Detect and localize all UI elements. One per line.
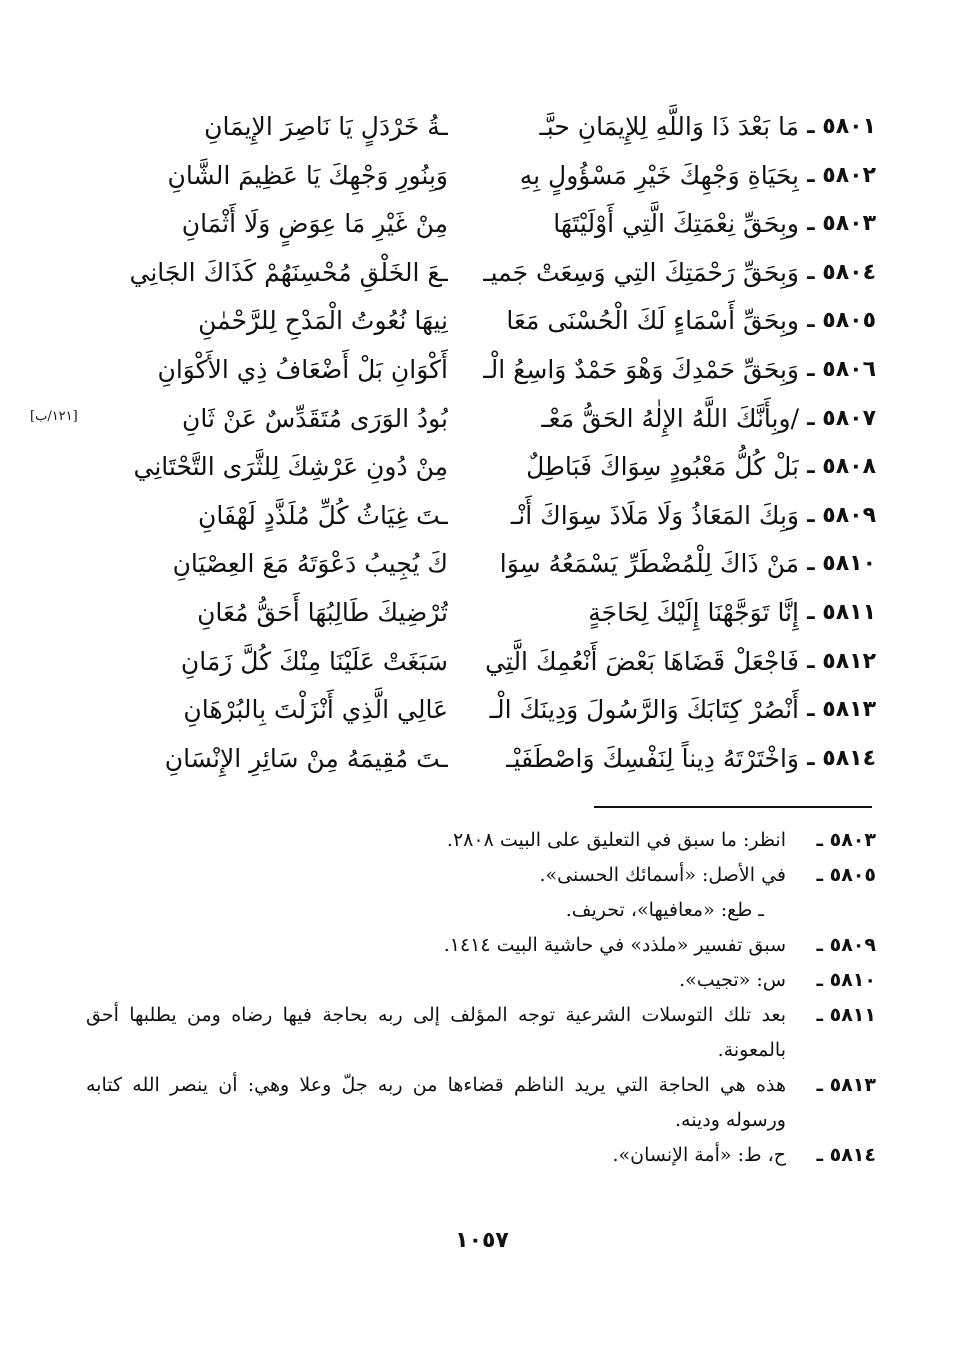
verse-second-hemistich: ـتَ غِيَاثُ كُلِّ مُلَذَّدٍ لَهْفَانِ	[198, 500, 448, 530]
verse-number: ٥٨٠٣ ـ	[807, 211, 876, 237]
verse-second-hemistich: سَبَغَتْ عَلَيْنَا مِنْكَ كُلَّ زَمَانِ	[180, 646, 448, 676]
footnote	[86, 893, 876, 928]
footnote-text: س: «تجيب».	[679, 969, 786, 991]
footnote-text: في الأصل: «أسمائك الحسنى».	[539, 864, 786, 886]
verse-number: ٥٨٠٨ ـ	[807, 454, 876, 480]
verse-row	[0, 152, 964, 201]
footnote	[86, 963, 876, 998]
verse-number: ٥٨١٠ ـ	[807, 551, 876, 577]
verse-first-hemistich: بَلْ كُلُّ مَعْبُودٍ سِوَاكَ فَبَاطِلٌ	[526, 452, 799, 482]
verse-first-hemistich: وَاخْتَرْتَهُ دِيناً لِنَفْسِكَ وَاصْطَفَيْـ	[506, 743, 799, 773]
verse-row	[0, 492, 964, 541]
page-number: ١٠٥٧	[455, 1228, 509, 1253]
verse-number: ٥٨٠٢ ـ	[807, 162, 876, 188]
verse-number: ٥٨٠٩ ـ	[807, 502, 876, 528]
footnote-separator	[594, 806, 872, 808]
footnote-text: ح، ط: «أمة الإنسان».	[612, 1144, 786, 1166]
verse-number: ٥٨٠٤ ـ	[807, 259, 876, 285]
verse-second-hemistich: عَالِي الَّذِي أَنْزَلْتَ بِالبُرْهَانِ	[183, 695, 448, 725]
footnote-text: سبق تفسير «ملذد» في حاشية البيت ١٤١٤.	[443, 934, 786, 956]
verse-number: ٥٨١٣ ـ	[807, 697, 876, 723]
footnote	[86, 823, 876, 858]
footnote-list	[86, 823, 876, 1173]
verse-number: ٥٨٠٧ ـ	[807, 405, 876, 431]
verse-first-hemistich: /وبِأَنَّكَ اللَّهُ الإِلٰهُ الحَقُّ مَعْـ	[541, 403, 799, 433]
verse-first-hemistich: وَبِحَقِّ حَمْدِكَ وَهْوَ حَمْدٌ وَاسِعُ الْـ	[483, 354, 799, 384]
footnote-number: ٥٨١٤ ـ	[816, 1144, 876, 1166]
footnote-text: ـ طع: «معافيها»، تحريف.	[565, 899, 764, 921]
verse-second-hemistich: ـتَ مُقِيمَهُ مِنْ سَائِرِ الإِنْسَانِ	[164, 743, 448, 773]
footnote-text: هذه هي الحاجة التي يريد الناظم قضاءها من ربه جلّ وعلا وهي: أن ينصر الله كتابه ورسوله ودينه.	[86, 1074, 786, 1131]
footnote-number: ٥٨٠٣ ـ	[816, 829, 876, 851]
verse-row	[0, 200, 964, 249]
footnote-text: بعد تلك التوسلات الشرعية توجه المؤلف إلى ربه بحاجة فيها رضاه ومن يطلبها أحق بالمعونة.	[86, 1004, 786, 1061]
verse-first-hemistich: أَنْصُرْ كِتَابَكَ وَالرَّسُولَ وَدِينَكَ الْـ	[489, 695, 799, 725]
verse-first-hemistich: مَنْ ذَاكَ لِلْمُضْطَرِّ يَسْمَعُهُ سِوَا	[499, 549, 799, 579]
footnote-number: ٥٨١٠ ـ	[816, 969, 876, 991]
verse-second-hemistich: وَبِنُورِ وَجْهِكَ يَا عَظِيمَ الشَّانِ	[167, 160, 448, 190]
verse-number: ٥٨١٢ ـ	[807, 648, 876, 674]
verse-second-hemistich: بُودُ الوَرَى مُتَقَدِّسٌ عَنْ ثَانِ	[181, 403, 448, 433]
footnote-number: ٥٨١١ ـ	[816, 1004, 876, 1026]
verse-second-hemistich: كَ يُجِيبُ دَعْوَتَهُ مَعَ العِصْيَانِ	[172, 549, 448, 579]
verse-row	[0, 395, 964, 444]
footnote-number: ٥٨٠٥ ـ	[816, 864, 876, 886]
verse-row	[0, 346, 964, 395]
verse-second-hemistich: ـعَ الخَلْقِ مُحْسِنَهُمْ كَذَاكَ الجَانِي	[129, 257, 448, 287]
verse-number: ٥٨٠٦ ـ	[807, 356, 876, 382]
verse-second-hemistich: نِيهَا نُعُوتُ الْمَدْحِ لِلرَّحْمٰنِ	[198, 306, 448, 336]
verse-first-hemistich: وَبِكَ المَعَاذُ وَلَا مَلَاذَ سِوَاكَ أَنْـ	[510, 500, 799, 530]
verse-second-hemistich: تُرْضِيكَ طَالِبُهَا أَحَقُّ مُعَانِ	[197, 597, 448, 627]
verse-row	[0, 103, 964, 152]
verse-second-hemistich: مِنْ غَيْرِ مَا عِوَضٍ وَلَا أَثْمَانِ	[181, 209, 448, 239]
footnote	[86, 998, 876, 1068]
verse-list	[0, 103, 964, 783]
footnote	[86, 1068, 876, 1138]
verse-number: ٥٨١١ ـ	[807, 599, 876, 625]
verse-number: ٥٨١٤ ـ	[807, 745, 876, 771]
footnote-number: ٥٨٠٩ ـ	[816, 934, 876, 956]
verse-row	[0, 249, 964, 298]
verse-number: ٥٨٠٥ ـ	[807, 308, 876, 334]
verse-row	[0, 540, 964, 589]
verse-first-hemistich: مَا بَعْدَ ذَا وَاللَّهِ لِلإِيمَانِ حبَّـ	[539, 112, 799, 141]
verse-second-hemistich: ـةُ خَرْدَلٍ يَا نَاصِرَ الإِيمَانِ	[204, 112, 448, 141]
verse-first-hemistich: بِحَيَاةِ وَجْهِكَ خَيْرِ مَسْؤُولٍ بِهِ	[519, 160, 799, 190]
verse-row	[0, 297, 964, 346]
verse-second-hemistich: أَكْوَانِ بَلْ أَضْعَافُ ذِي الأَكْوَانِ	[157, 354, 448, 384]
footnote	[86, 858, 876, 893]
verse-row	[0, 443, 964, 492]
manuscript-folio-marker: [١٢١/ب]	[30, 408, 78, 424]
verse-first-hemistich: وبِحَقِّ أَسْمَاءٍ لَكَ الْحُسْنَى مَعَا	[506, 306, 799, 336]
footnote	[86, 1138, 876, 1173]
verse-row	[0, 735, 964, 784]
verse-number: ٥٨٠١ ـ	[807, 114, 876, 139]
verse-row	[0, 638, 964, 687]
footnote-text: انظر: ما سبق في التعليق على البيت ٢٨٠٨.	[446, 829, 786, 851]
footnote	[86, 928, 876, 963]
verse-first-hemistich: وبِحَقِّ نِعْمَتِكَ الَّتِي أَوْلَيْتَهَا	[553, 209, 799, 239]
verse-second-hemistich: مِنْ دُونِ عَرْشِكَ لِلثَّرَى التَّحْتَانِي	[133, 452, 448, 482]
verse-first-hemistich: فَاجْعَلْ قَضَاهَا بَعْضَ أَنْعُمِكَ الَّتِي	[485, 646, 799, 676]
verse-first-hemistich: إِنَّا تَوَجَّهْنَا إِلَيْكَ لِحَاجَةٍ	[588, 597, 799, 627]
footnote-number: ٥٨١٣ ـ	[816, 1074, 876, 1096]
verse-row	[0, 686, 964, 735]
verse-first-hemistich: وَبِحَقِّ رَحْمَتِكَ التِي وَسِعَتْ جَميـ	[483, 257, 799, 287]
verse-row	[0, 589, 964, 638]
